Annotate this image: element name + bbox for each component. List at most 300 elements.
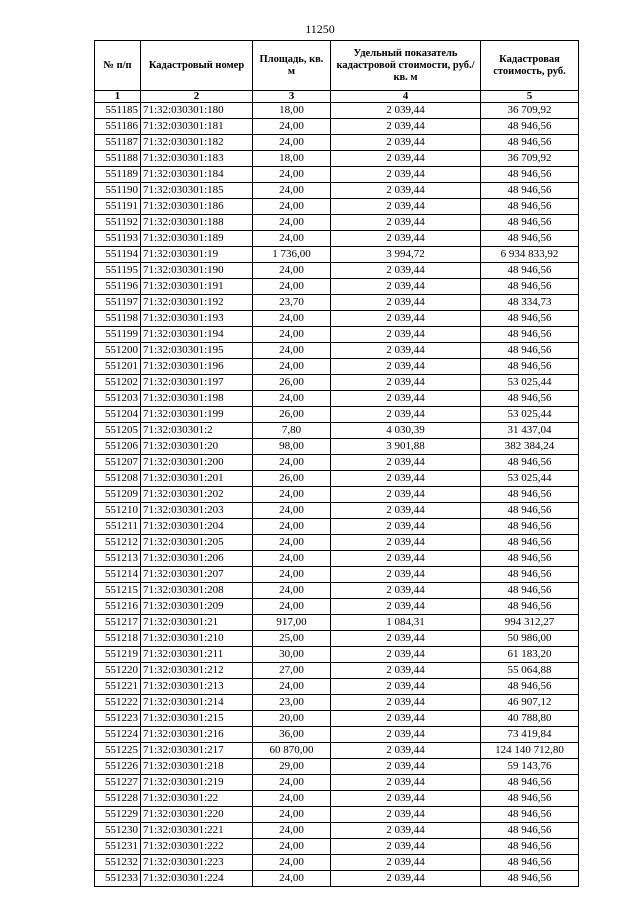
cadastral-value-cell: 31 437,04 [481,423,579,439]
area-cell: 27,00 [253,663,331,679]
table-row [95,423,579,439]
table-row [95,103,579,119]
row-number-cell: 551219 [95,647,141,663]
area-cell: 24,00 [253,791,331,807]
cadastral-value-cell: 40 788,80 [481,711,579,727]
table-row [95,503,579,519]
unit-value-cell: 2 039,44 [331,663,481,679]
area-cell: 29,00 [253,759,331,775]
area-cell: 24,00 [253,535,331,551]
cadastral-value-cell: 6 934 833,92 [481,247,579,263]
area-cell: 24,00 [253,871,331,887]
cadastral-value-cell: 48 946,56 [481,871,579,887]
area-cell: 24,00 [253,807,331,823]
cadastral-number-cell: 71:32:030301:198 [141,391,253,407]
cadastral-value-cell: 73 419,84 [481,727,579,743]
cadastral-number-cell: 71:32:030301:19 [141,247,253,263]
unit-value-cell: 2 039,44 [331,455,481,471]
cadastral-value-cell: 48 946,56 [481,135,579,151]
unit-value-cell: 2 039,44 [331,647,481,663]
cadastral-value-cell: 48 946,56 [481,199,579,215]
row-number-cell: 551191 [95,199,141,215]
cadastral-number-cell: 71:32:030301:21 [141,615,253,631]
header-area: Площадь, кв. м [253,41,331,91]
cadastral-value-cell: 55 064,88 [481,663,579,679]
cadastral-number-cell: 71:32:030301:215 [141,711,253,727]
row-number-cell: 551200 [95,343,141,359]
row-number-cell: 551203 [95,391,141,407]
cadastral-number-cell: 71:32:030301:219 [141,775,253,791]
row-number-cell: 551230 [95,823,141,839]
cadastral-value-cell: 48 946,56 [481,343,579,359]
cadastral-value-cell: 48 946,56 [481,391,579,407]
table-row [95,135,579,151]
table-row [95,743,579,759]
row-number-cell: 551218 [95,631,141,647]
cadastral-number-cell: 71:32:030301:22 [141,791,253,807]
unit-value-cell: 2 039,44 [331,839,481,855]
row-number-cell: 551201 [95,359,141,375]
row-number-cell: 551198 [95,311,141,327]
row-number-cell: 551199 [95,327,141,343]
unit-value-cell: 2 039,44 [331,135,481,151]
area-cell: 18,00 [253,151,331,167]
unit-value-cell: 2 039,44 [331,871,481,887]
table-row [95,871,579,887]
area-cell: 24,00 [253,455,331,471]
table-row [95,311,579,327]
area-cell: 60 870,00 [253,743,331,759]
table-row [95,359,579,375]
row-number-cell: 551213 [95,551,141,567]
column-number-row [95,91,579,103]
row-number-cell: 551206 [95,439,141,455]
cadastral-value-cell: 48 946,56 [481,503,579,519]
area-cell: 24,00 [253,359,331,375]
cadastral-number-cell: 71:32:030301:205 [141,535,253,551]
unit-value-cell: 2 039,44 [331,583,481,599]
row-number-cell: 551233 [95,871,141,887]
unit-value-cell: 2 039,44 [331,567,481,583]
column-number: 2 [141,91,253,103]
area-cell: 24,00 [253,167,331,183]
cadastral-number-cell: 71:32:030301:186 [141,199,253,215]
cadastral-number-cell: 71:32:030301:189 [141,231,253,247]
row-number-cell: 551231 [95,839,141,855]
table-row [95,567,579,583]
unit-value-cell: 1 084,31 [331,615,481,631]
table-row [95,599,579,615]
row-number-cell: 551210 [95,503,141,519]
cadastral-number-cell: 71:32:030301:191 [141,279,253,295]
unit-value-cell: 2 039,44 [331,119,481,135]
cadastral-number-cell: 71:32:030301:206 [141,551,253,567]
cadastral-value-cell: 382 384,24 [481,439,579,455]
row-number-cell: 551232 [95,855,141,871]
area-cell: 24,00 [253,327,331,343]
row-number-cell: 551188 [95,151,141,167]
cadastral-value-cell: 48 946,56 [481,567,579,583]
cadastral-value-cell: 48 946,56 [481,679,579,695]
area-cell: 24,00 [253,823,331,839]
row-number-cell: 551196 [95,279,141,295]
cadastral-value-cell: 48 946,56 [481,823,579,839]
cadastral-value-cell: 50 986,00 [481,631,579,647]
cadastral-number-cell: 71:32:030301:199 [141,407,253,423]
area-cell: 24,00 [253,567,331,583]
column-number: 1 [95,91,141,103]
cadastral-value-cell: 48 946,56 [481,855,579,871]
table-row [95,199,579,215]
row-number-cell: 551229 [95,807,141,823]
cadastral-number-cell: 71:32:030301:213 [141,679,253,695]
unit-value-cell: 2 039,44 [331,375,481,391]
cadastral-number-cell: 71:32:030301:207 [141,567,253,583]
area-cell: 24,00 [253,519,331,535]
row-number-cell: 551221 [95,679,141,695]
column-number: 4 [331,91,481,103]
cadastral-value-cell: 48 946,56 [481,231,579,247]
column-number: 3 [253,91,331,103]
table-row [95,775,579,791]
unit-value-cell: 2 039,44 [331,519,481,535]
row-number-cell: 551228 [95,791,141,807]
cadastral-value-cell: 48 946,56 [481,599,579,615]
header-row [95,41,579,91]
unit-value-cell: 4 030,39 [331,423,481,439]
cadastral-value-cell: 48 946,56 [481,519,579,535]
cadastral-number-cell: 71:32:030301:195 [141,343,253,359]
cadastral-value-cell: 48 946,56 [481,327,579,343]
area-cell: 24,00 [253,279,331,295]
table-row [95,663,579,679]
table-row [95,519,579,535]
unit-value-cell: 2 039,44 [331,743,481,759]
cadastral-number-cell: 71:32:030301:194 [141,327,253,343]
table-row [95,183,579,199]
area-cell: 23,70 [253,295,331,311]
area-cell: 24,00 [253,551,331,567]
table-row [95,807,579,823]
area-cell: 24,00 [253,855,331,871]
cadastral-value-table [94,40,579,887]
cadastral-value-cell: 61 183,20 [481,647,579,663]
row-number-cell: 551194 [95,247,141,263]
cadastral-number-cell: 71:32:030301:201 [141,471,253,487]
cadastral-number-cell: 71:32:030301:208 [141,583,253,599]
cadastral-number-cell: 71:32:030301:222 [141,839,253,855]
cadastral-number-cell: 71:32:030301:200 [141,455,253,471]
cadastral-value-cell: 48 946,56 [481,551,579,567]
table-row [95,855,579,871]
cadastral-value-cell: 48 946,56 [481,583,579,599]
unit-value-cell: 2 039,44 [331,359,481,375]
cadastral-number-cell: 71:32:030301:209 [141,599,253,615]
cadastral-number-cell: 71:32:030301:220 [141,807,253,823]
area-cell: 24,00 [253,487,331,503]
area-cell: 24,00 [253,775,331,791]
row-number-cell: 551212 [95,535,141,551]
table-row [95,679,579,695]
row-number-cell: 551207 [95,455,141,471]
cadastral-number-cell: 71:32:030301:212 [141,663,253,679]
cadastral-value-cell: 48 946,56 [481,183,579,199]
unit-value-cell: 2 039,44 [331,279,481,295]
row-number-cell: 551202 [95,375,141,391]
table-row [95,327,579,343]
cadastral-number-cell: 71:32:030301:221 [141,823,253,839]
table-row [95,647,579,663]
cadastral-number-cell: 71:32:030301:210 [141,631,253,647]
unit-value-cell: 2 039,44 [331,631,481,647]
area-cell: 24,00 [253,391,331,407]
cadastral-number-cell: 71:32:030301:214 [141,695,253,711]
row-number-cell: 551222 [95,695,141,711]
cadastral-number-cell: 71:32:030301:180 [141,103,253,119]
row-number-cell: 551208 [95,471,141,487]
unit-value-cell: 2 039,44 [331,103,481,119]
unit-value-cell: 2 039,44 [331,295,481,311]
cadastral-value-cell: 48 946,56 [481,215,579,231]
row-number-cell: 551204 [95,407,141,423]
area-cell: 24,00 [253,343,331,359]
area-cell: 24,00 [253,839,331,855]
table-body [95,103,579,887]
cadastral-number-cell: 71:32:030301:188 [141,215,253,231]
row-number-cell: 551217 [95,615,141,631]
unit-value-cell: 2 039,44 [331,535,481,551]
cadastral-value-cell: 48 946,56 [481,167,579,183]
area-cell: 24,00 [253,231,331,247]
unit-value-cell: 2 039,44 [331,727,481,743]
unit-value-cell: 2 039,44 [331,231,481,247]
page-number: 11250 [305,22,335,36]
cadastral-value-cell: 48 946,56 [481,119,579,135]
cadastral-number-cell: 71:32:030301:20 [141,439,253,455]
unit-value-cell: 3 994,72 [331,247,481,263]
area-cell: 24,00 [253,183,331,199]
row-number-cell: 551216 [95,599,141,615]
unit-value-cell: 2 039,44 [331,791,481,807]
unit-value-cell: 2 039,44 [331,551,481,567]
table-row [95,295,579,311]
area-cell: 24,00 [253,263,331,279]
cadastral-value-cell: 48 946,56 [481,775,579,791]
table-row [95,263,579,279]
cadastral-number-cell: 71:32:030301:223 [141,855,253,871]
cadastral-number-cell: 71:32:030301:204 [141,519,253,535]
cadastral-number-cell: 71:32:030301:218 [141,759,253,775]
unit-value-cell: 2 039,44 [331,711,481,727]
table-row [95,167,579,183]
unit-value-cell: 2 039,44 [331,183,481,199]
unit-value-cell: 2 039,44 [331,471,481,487]
row-number-cell: 551195 [95,263,141,279]
table-row [95,247,579,263]
area-cell: 24,00 [253,583,331,599]
table-row [95,711,579,727]
unit-value-cell: 2 039,44 [331,759,481,775]
area-cell: 23,00 [253,695,331,711]
table-row [95,551,579,567]
area-cell: 24,00 [253,119,331,135]
row-number-cell: 551209 [95,487,141,503]
table-row [95,727,579,743]
cadastral-number-cell: 71:32:030301:216 [141,727,253,743]
area-cell: 24,00 [253,503,331,519]
cadastral-number-cell: 71:32:030301:190 [141,263,253,279]
row-number-cell: 551215 [95,583,141,599]
table-row [95,631,579,647]
row-number-cell: 551220 [95,663,141,679]
cadastral-number-cell: 71:32:030301:202 [141,487,253,503]
unit-value-cell: 2 039,44 [331,167,481,183]
cadastral-value-cell: 48 946,56 [481,263,579,279]
cadastral-number-cell: 71:32:030301:2 [141,423,253,439]
area-cell: 20,00 [253,711,331,727]
unit-value-cell: 2 039,44 [331,327,481,343]
cadastral-number-cell: 71:32:030301:224 [141,871,253,887]
cadastral-value-cell: 46 907,12 [481,695,579,711]
unit-value-cell: 2 039,44 [331,343,481,359]
cadastral-value-cell: 48 946,56 [481,279,579,295]
cadastral-value-cell: 36 709,92 [481,103,579,119]
area-cell: 1 736,00 [253,247,331,263]
area-cell: 24,00 [253,679,331,695]
area-cell: 7,80 [253,423,331,439]
unit-value-cell: 2 039,44 [331,823,481,839]
table-row [95,823,579,839]
cadastral-value-cell: 36 709,92 [481,151,579,167]
unit-value-cell: 2 039,44 [331,775,481,791]
cadastral-value-cell: 48 946,56 [481,311,579,327]
row-number-cell: 551211 [95,519,141,535]
cadastral-value-cell: 48 946,56 [481,807,579,823]
table-row [95,215,579,231]
area-cell: 26,00 [253,471,331,487]
unit-value-cell: 2 039,44 [331,695,481,711]
unit-value-cell: 2 039,44 [331,151,481,167]
unit-value-cell: 2 039,44 [331,199,481,215]
table-row [95,471,579,487]
area-cell: 26,00 [253,375,331,391]
table-row [95,695,579,711]
table-header [95,41,579,103]
cadastral-number-cell: 71:32:030301:193 [141,311,253,327]
unit-value-cell: 2 039,44 [331,487,481,503]
table-row [95,439,579,455]
row-number-cell: 551192 [95,215,141,231]
row-number-cell: 551197 [95,295,141,311]
unit-value-cell: 2 039,44 [331,391,481,407]
unit-value-cell: 2 039,44 [331,807,481,823]
unit-value-cell: 2 039,44 [331,599,481,615]
area-cell: 917,00 [253,615,331,631]
column-number: 5 [481,91,579,103]
row-number-cell: 551189 [95,167,141,183]
area-cell: 30,00 [253,647,331,663]
area-cell: 24,00 [253,199,331,215]
cadastral-number-cell: 71:32:030301:211 [141,647,253,663]
table-row [95,839,579,855]
row-number-cell: 551190 [95,183,141,199]
table-row [95,759,579,775]
row-number-cell: 551227 [95,775,141,791]
area-cell: 24,00 [253,599,331,615]
row-number-cell: 551187 [95,135,141,151]
row-number-cell: 551214 [95,567,141,583]
row-number-cell: 551223 [95,711,141,727]
unit-value-cell: 2 039,44 [331,215,481,231]
cadastral-number-cell: 71:32:030301:181 [141,119,253,135]
table-row [95,375,579,391]
table-row [95,151,579,167]
row-number-cell: 551224 [95,727,141,743]
cadastral-value-cell: 48 946,56 [481,359,579,375]
cadastral-value-cell: 53 025,44 [481,407,579,423]
cadastral-number-cell: 71:32:030301:217 [141,743,253,759]
unit-value-cell: 3 901,88 [331,439,481,455]
header-row-number: № п/п [95,41,141,91]
table-row [95,791,579,807]
table-row [95,455,579,471]
area-cell: 24,00 [253,215,331,231]
table-row [95,615,579,631]
header-unit-value: Удельный показатель кадастровой стоимости, руб./кв. м [331,41,481,91]
area-cell: 18,00 [253,103,331,119]
cadastral-value-cell: 53 025,44 [481,375,579,391]
unit-value-cell: 2 039,44 [331,263,481,279]
cadastral-number-cell: 71:32:030301:197 [141,375,253,391]
unit-value-cell: 2 039,44 [331,311,481,327]
area-cell: 24,00 [253,135,331,151]
cadastral-number-cell: 71:32:030301:185 [141,183,253,199]
table-row [95,407,579,423]
table-row [95,487,579,503]
cadastral-value-cell: 48 946,56 [481,487,579,503]
area-cell: 36,00 [253,727,331,743]
row-number-cell: 551226 [95,759,141,775]
area-cell: 98,00 [253,439,331,455]
unit-value-cell: 2 039,44 [331,679,481,695]
row-number-cell: 551193 [95,231,141,247]
unit-value-cell: 2 039,44 [331,855,481,871]
cadastral-value-cell: 53 025,44 [481,471,579,487]
cadastral-value-cell: 48 946,56 [481,839,579,855]
row-number-cell: 551186 [95,119,141,135]
unit-value-cell: 2 039,44 [331,503,481,519]
unit-value-cell: 2 039,44 [331,407,481,423]
area-cell: 24,00 [253,311,331,327]
row-number-cell: 551205 [95,423,141,439]
cadastral-number-cell: 71:32:030301:203 [141,503,253,519]
table-row [95,583,579,599]
cadastral-value-cell: 48 946,56 [481,535,579,551]
cadastral-number-cell: 71:32:030301:183 [141,151,253,167]
area-cell: 25,00 [253,631,331,647]
cadastral-value-cell: 59 143,76 [481,759,579,775]
table-row [95,535,579,551]
cadastral-number-cell: 71:32:030301:196 [141,359,253,375]
table-row [95,279,579,295]
cadastral-value-cell: 124 140 712,80 [481,743,579,759]
table-row [95,231,579,247]
cadastral-value-cell: 48 334,73 [481,295,579,311]
cadastral-number-cell: 71:32:030301:182 [141,135,253,151]
area-cell: 26,00 [253,407,331,423]
cadastral-value-cell: 994 312,27 [481,615,579,631]
row-number-cell: 551185 [95,103,141,119]
